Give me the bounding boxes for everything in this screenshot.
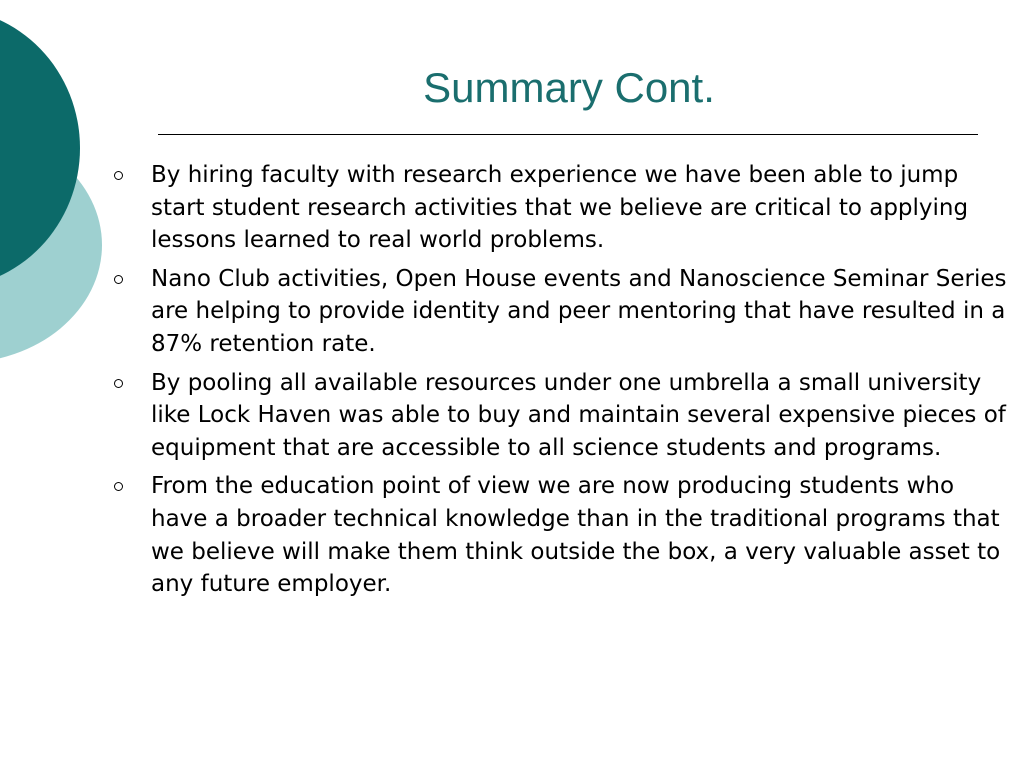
bullet-list (110, 159, 1010, 607)
circle-bullet-icon (114, 379, 123, 388)
bullet-item-1 (110, 159, 1010, 257)
bullet-text-1: By hiring faculty with research experience we have been able to jump start student research activities that we believe are critical to applying lessons learned to real world problems. (151, 162, 969, 254)
bullet-item-4 (110, 470, 1010, 600)
bullet-item-3 (110, 367, 1010, 465)
circle-bullet-icon (114, 171, 123, 180)
slide-title: Summary Cont. (423, 64, 715, 111)
bullet-text-3: By pooling all available resources under one umbrella a small university like Lock Haven was able to buy and maintain several expensive pieces of equipment that are accessible to all science students and programs. (151, 369, 1006, 461)
title-divider (158, 134, 978, 135)
circle-bullet-icon (114, 482, 123, 491)
bullet-text-2: Nano Club activities, Open House events and Nanoscience Seminar Series are helping to provide identity and peer mentoring that have resulted in a 87% retention rate. (151, 265, 1007, 357)
bullet-text-4: From the education point of view we are now producing students who have a broader technical knowledge than in the traditional programs that we believe will make them think outside the box, a very valuable asset to any future employer. (151, 473, 1001, 598)
bullet-item-2 (110, 263, 1010, 361)
circle-bullet-icon (114, 275, 123, 284)
decorative-circles (0, 0, 110, 370)
